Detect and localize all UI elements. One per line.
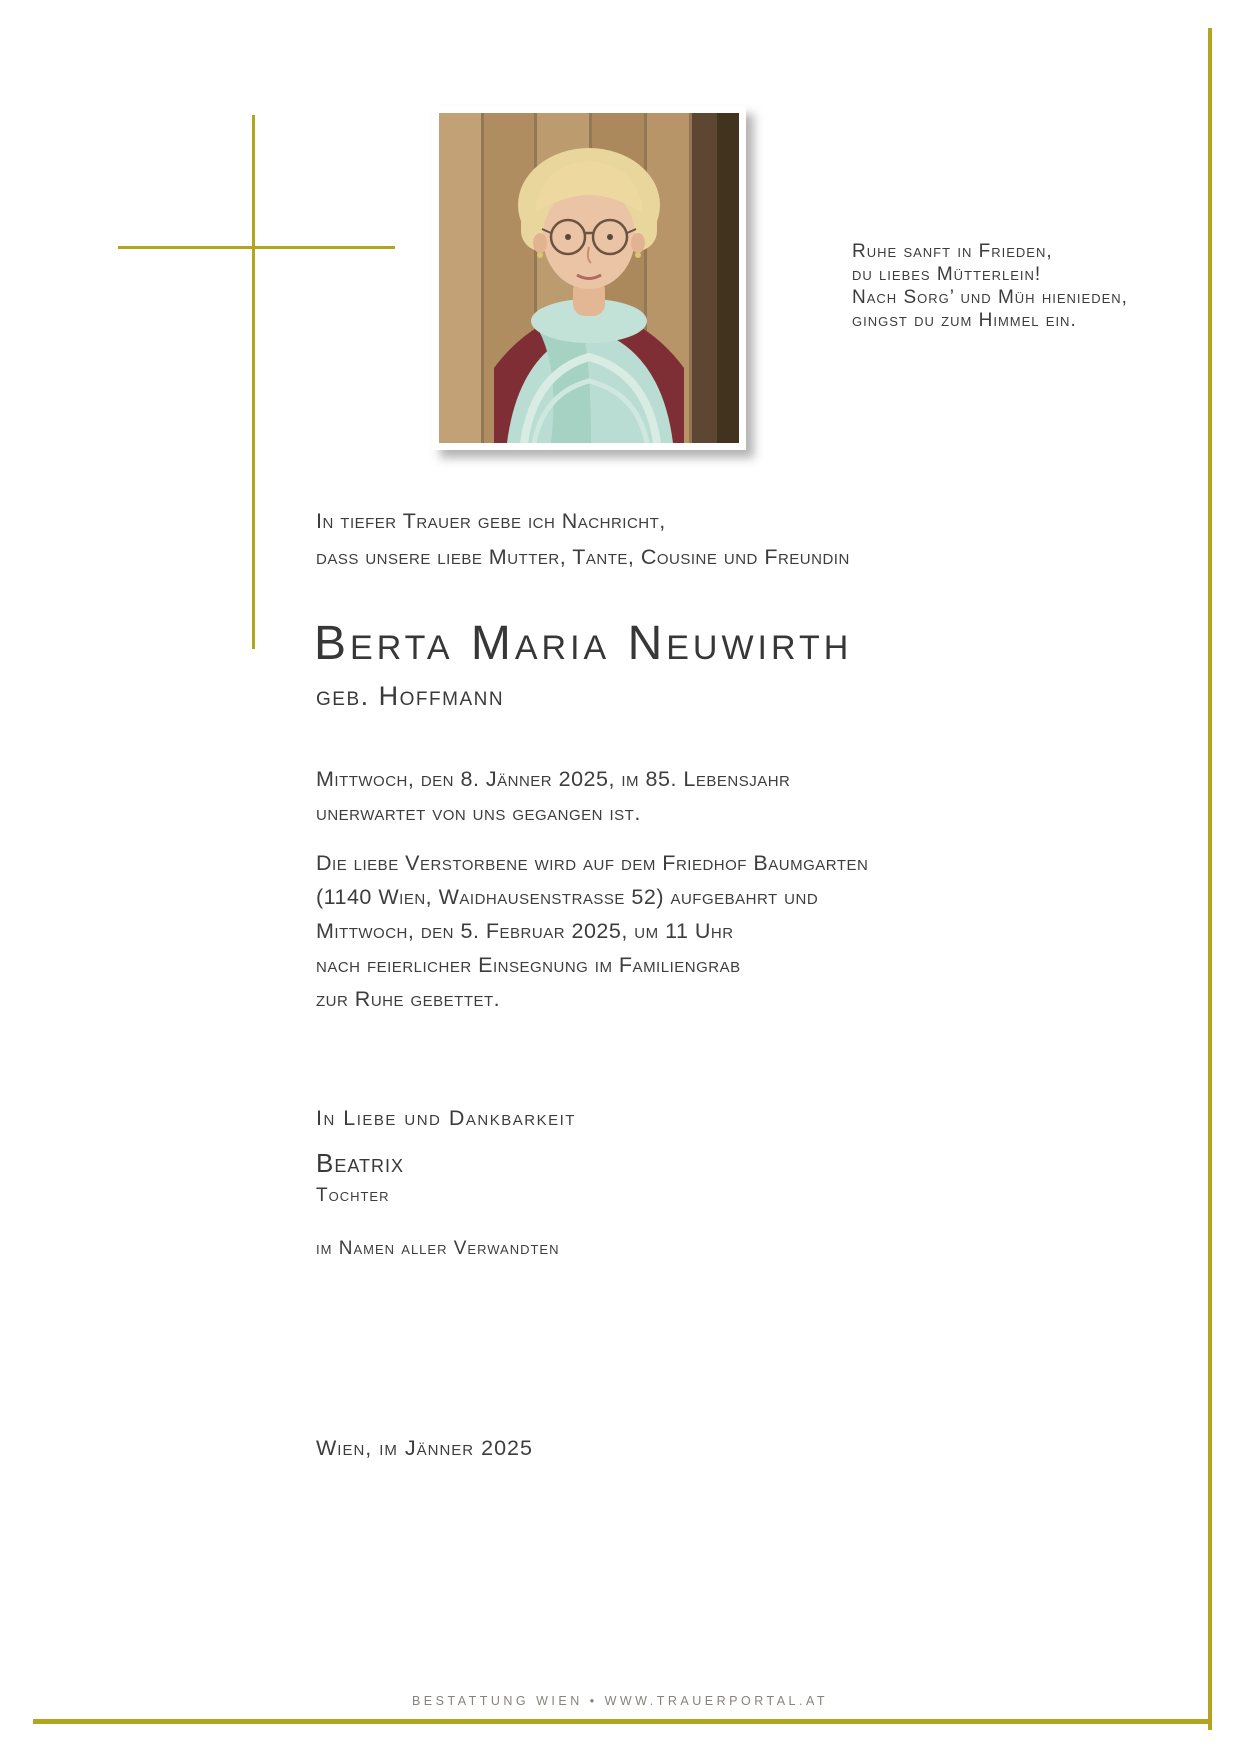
- intro-line: In tiefer Trauer gebe ich Nachricht,: [316, 509, 666, 533]
- cross-horizontal-bar: [118, 246, 395, 249]
- portrait-photo-image: [439, 113, 739, 443]
- death-info: [316, 762, 790, 830]
- verse-line: gingst du zum Himmel ein.: [852, 310, 1077, 331]
- on-behalf-line: im Namen aller Verwandten: [316, 1238, 560, 1259]
- gold-border-right: [1208, 28, 1212, 1730]
- deceased-name: Berta Maria Neuwirth: [314, 617, 853, 670]
- gold-border-bottom: [33, 1719, 1212, 1724]
- intro-line: dass unsere liebe Mutter, Tante, Cousine und Freundin: [316, 545, 850, 569]
- verse-line: Nach Sorg’ und Müh hienieden,: [852, 287, 1128, 308]
- memorial-verse: [852, 240, 1128, 332]
- funeral-info: [316, 846, 868, 1016]
- death-info-line: unerwartet von uns gegangen ist.: [316, 801, 641, 825]
- cross-vertical-bar: [252, 115, 255, 649]
- funeral-info-line: Mittwoch, den 5. Februar 2025, um 11 Uhr: [316, 919, 734, 943]
- verse-line: du liebes Mütterlein!: [852, 264, 1042, 285]
- deceased-birth-name: geb. Hoffmann: [316, 681, 505, 711]
- funeral-info-line: (1140 Wien, Waidhausenstrasse 52) aufgebahrt und: [316, 885, 819, 909]
- death-info-line: Mittwoch, den 8. Jänner 2025, im 85. Lebensjahr: [316, 767, 791, 791]
- funeral-info-line: nach feierlicher Einsegnung im Familiengrab: [316, 953, 741, 977]
- footer-publisher-line: BESTATTUNG WIEN • WWW.TRAUERPORTAL.AT: [411, 1694, 829, 1708]
- mourner-name: Beatrix: [316, 1148, 405, 1178]
- place-and-date: Wien, im Jänner 2025: [316, 1436, 533, 1460]
- condolence-line: In Liebe und Dankbarkeit: [316, 1106, 576, 1130]
- funeral-info-line: zur Ruhe gebettet.: [316, 987, 501, 1011]
- verse-line: Ruhe sanft in Frieden,: [852, 241, 1053, 262]
- portrait-photo: [432, 106, 746, 450]
- funeral-info-line: Die liebe Verstorbene wird auf dem Friedhof Baumgarten: [316, 851, 869, 875]
- mourner-relation: Tochter: [316, 1185, 390, 1206]
- announcement-intro: [316, 503, 850, 575]
